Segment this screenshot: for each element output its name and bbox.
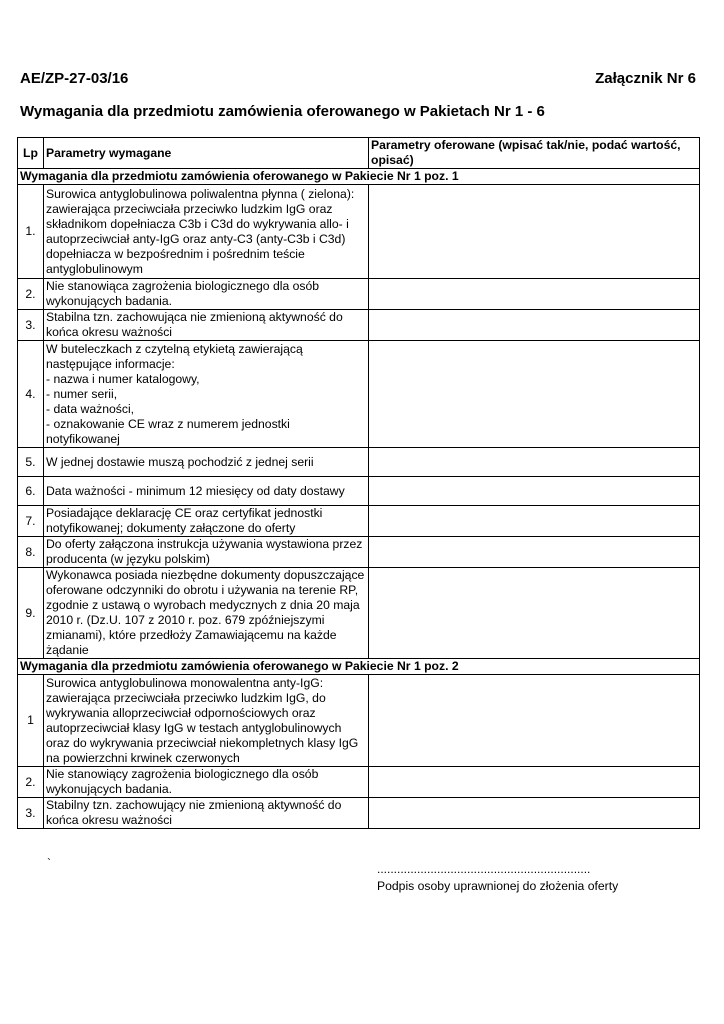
requirement-text: W buteleczkach z czytelną etykietą zawierającą następujące informacje: - nazwa i numer katalogowy, - numer serii, - data ważności, - oznakowanie CE wraz z numerem jednostki notyfikowanej bbox=[44, 341, 369, 448]
requirement-text: Nie stanowiący zagrożenia biologicznego dla osób wykonujących badania. bbox=[44, 767, 369, 798]
offered-value-cell[interactable] bbox=[369, 310, 700, 341]
table-row bbox=[18, 767, 700, 798]
row-number: 8. bbox=[18, 537, 44, 568]
table-row bbox=[18, 675, 700, 767]
offered-value-cell[interactable] bbox=[369, 798, 700, 829]
row-number: 9. bbox=[18, 568, 44, 659]
requirement-text: W jednej dostawie muszą pochodzić z jednej serii bbox=[44, 448, 369, 477]
requirements-table bbox=[17, 137, 700, 829]
annex-label: Załącznik Nr 6 bbox=[595, 70, 696, 87]
offered-value-cell[interactable] bbox=[369, 767, 700, 798]
section-row bbox=[18, 659, 700, 675]
row-number: 3. bbox=[18, 798, 44, 829]
table-row bbox=[18, 477, 700, 506]
row-number: 6. bbox=[18, 477, 44, 506]
requirement-text: Wykonawca posiada niezbędne dokumenty dopuszczające oferowane odczynniki do obrotu i używania na terenie RP, zgodnie z ustawą o wyrobach medycznych z dnia 20 maja 2010 r. (Dz.U. 107 z 2010 r. poz. 679 zpóźniejszymi zmianami), które przedłoży Zamawiającemu na każde żądanie bbox=[44, 568, 369, 659]
row-number: 3. bbox=[18, 310, 44, 341]
table-row bbox=[18, 798, 700, 829]
signature-line: ................................................................ bbox=[377, 862, 591, 876]
row-number: 1 bbox=[18, 675, 44, 767]
offered-value-cell[interactable] bbox=[369, 568, 700, 659]
page-title: Wymagania dla przedmiotu zamówienia oferowanego w Pakietach Nr 1 - 6 bbox=[20, 103, 545, 120]
table-header-row bbox=[18, 138, 700, 169]
requirement-text: Posiadające deklarację CE oraz certyfikat jednostki notyfikowanej; dokumenty załączone do oferty bbox=[44, 506, 369, 537]
requirement-text: Surowica antyglobulinowa poliwalentna płynna ( zielona): zawierająca przeciwciała przeciwko ludzkim IgG oraz składnikom dopełniacza C3b i C3d do wykrywania allo- i autoprzeciwciał anty-IgG oraz anty-C3 (anty-C3b i C3d) dopełniacza w bezpośrednim i pośrednim teście antyglobulinowym bbox=[44, 185, 369, 279]
row-number: 1. bbox=[18, 185, 44, 279]
row-number: 7. bbox=[18, 506, 44, 537]
row-number: 2. bbox=[18, 279, 44, 310]
table-row bbox=[18, 185, 700, 279]
table-row bbox=[18, 310, 700, 341]
table-row bbox=[18, 279, 700, 310]
requirement-text: Stabilny tzn. zachowujący nie zmienioną aktywność do końca okresu ważności bbox=[44, 798, 369, 829]
stray-mark: ` bbox=[47, 856, 51, 870]
offered-value-cell[interactable] bbox=[369, 448, 700, 477]
requirement-text: Nie stanowiąca zagrożenia biologicznego dla osób wykonujących badania. bbox=[44, 279, 369, 310]
offered-value-cell[interactable] bbox=[369, 279, 700, 310]
table-row bbox=[18, 341, 700, 448]
table-row bbox=[18, 448, 700, 477]
table-row bbox=[18, 568, 700, 659]
section-row bbox=[18, 169, 700, 185]
table-row bbox=[18, 506, 700, 537]
signature-caption: Podpis osoby uprawnionej do złożenia oferty bbox=[377, 879, 619, 893]
offered-value-cell[interactable] bbox=[369, 675, 700, 767]
offered-value-cell[interactable] bbox=[369, 185, 700, 279]
row-number: 4. bbox=[18, 341, 44, 448]
requirement-text: Surowica antyglobulinowa monowalentna anty-IgG: zawierająca przeciwciała przeciwko ludzkim IgG, do wykrywania alloprzeciwciał odpornościowych oraz autoprzeciwciał klasy IgG w testach antyglobulinowych oraz do wykrywania przeciwciał niekompletnych klasy IgG na powierzchni krwinek czerwonych bbox=[44, 675, 369, 767]
offered-value-cell[interactable] bbox=[369, 506, 700, 537]
col-required-header: Parametry wymagane bbox=[44, 138, 369, 169]
requirement-text: Do oferty załączona instrukcja używania wystawiona przez producenta (w języku polskim) bbox=[44, 537, 369, 568]
row-number: 5. bbox=[18, 448, 44, 477]
row-number: 2. bbox=[18, 767, 44, 798]
offered-value-cell[interactable] bbox=[369, 341, 700, 448]
section-title: Wymagania dla przedmiotu zamówienia oferowanego w Pakiecie Nr 1 poz. 1 bbox=[18, 169, 700, 185]
offered-value-cell[interactable] bbox=[369, 537, 700, 568]
offered-value-cell[interactable] bbox=[369, 477, 700, 506]
requirement-text: Stabilna tzn. zachowująca nie zmienioną aktywność do końca okresu ważności bbox=[44, 310, 369, 341]
col-offered-header: Parametry oferowane (wpisać tak/nie, podać wartość, opisać) bbox=[369, 138, 700, 169]
requirement-text: Data ważności - minimum 12 miesięcy od daty dostawy bbox=[44, 477, 369, 506]
section-title: Wymagania dla przedmiotu zamówienia oferowanego w Pakiecie Nr 1 poz. 2 bbox=[18, 659, 700, 675]
document-number: AE/ZP-27-03/16 bbox=[20, 70, 129, 87]
table-row bbox=[18, 537, 700, 568]
col-lp-header: Lp bbox=[18, 138, 44, 169]
